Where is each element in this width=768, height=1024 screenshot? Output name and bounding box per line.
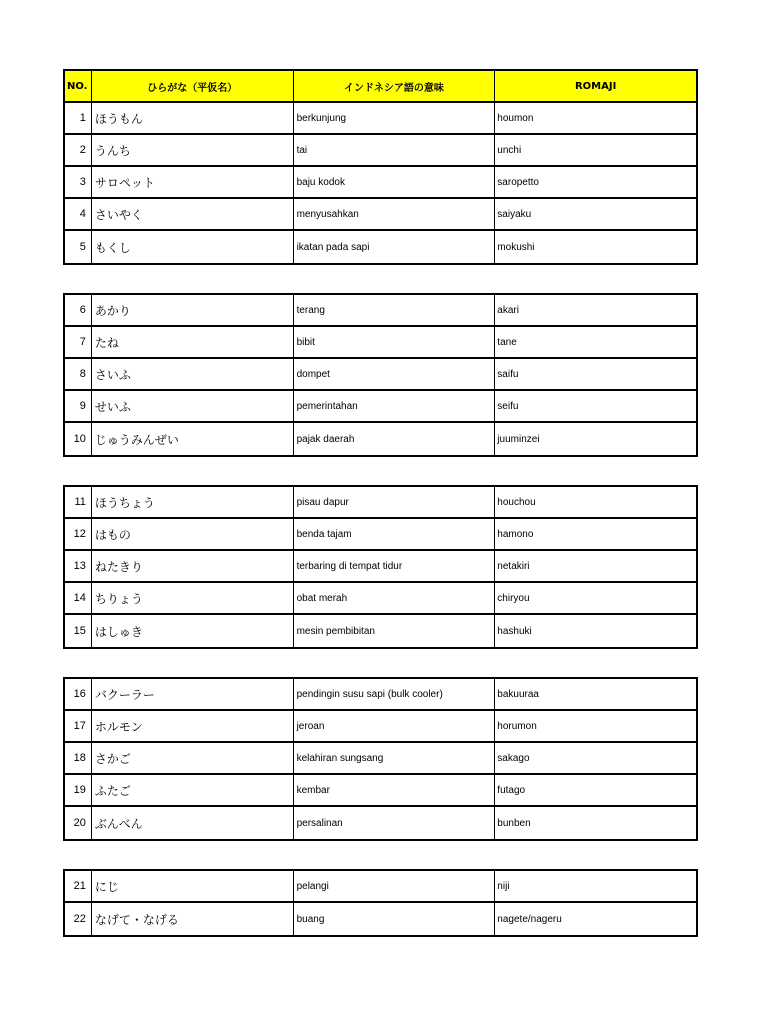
row-indonesian-meaning: benda tajam — [294, 519, 496, 549]
row-hiragana: はしゅき — [92, 615, 294, 647]
table-row — [65, 199, 696, 231]
table-row — [65, 167, 696, 199]
row-romaji: nagete/nageru — [497, 913, 562, 925]
row-hiragana: サロペット — [92, 167, 294, 197]
table-row — [65, 583, 696, 615]
table-row — [65, 551, 696, 583]
row-hiragana: ふたご — [92, 775, 294, 805]
row-number: 12 — [65, 519, 92, 549]
row-number: 8 — [65, 359, 92, 389]
row-indonesian-meaning: terbaring di tempat tidur — [294, 551, 496, 581]
row-indonesian-meaning: berkunjung — [294, 103, 496, 133]
table-row — [65, 487, 696, 519]
table-row — [65, 135, 696, 167]
row-romaji: horumon — [497, 720, 537, 732]
row-indonesian-meaning: bibit — [294, 327, 496, 357]
row-romaji: akari — [497, 304, 519, 316]
row-number: 1 — [65, 103, 92, 133]
row-indonesian-meaning: buang — [294, 903, 496, 935]
row-hiragana: せいふ — [92, 391, 294, 421]
row-number: 11 — [65, 487, 92, 517]
row-number: 20 — [65, 807, 92, 839]
table-row — [65, 519, 696, 551]
row-hiragana: ほうちょう — [92, 487, 294, 517]
table-row — [65, 327, 696, 359]
vocabulary-table-group-1 — [63, 69, 698, 265]
table-row — [65, 295, 696, 327]
row-indonesian-meaning: obat merah — [294, 583, 496, 613]
row-indonesian-meaning: dompet — [294, 359, 496, 389]
row-number: 15 — [65, 615, 92, 647]
row-hiragana: なげて・なげる — [92, 903, 294, 935]
vocabulary-table-group-5 — [63, 869, 698, 937]
row-romaji: chiryou — [497, 592, 530, 604]
row-number: 13 — [65, 551, 92, 581]
row-number: 9 — [65, 391, 92, 421]
row-hiragana: たね — [92, 327, 294, 357]
row-number: 10 — [65, 423, 92, 455]
row-number: 21 — [65, 871, 92, 901]
row-indonesian-meaning: kelahiran sungsang — [294, 743, 496, 773]
header-hiragana: ひらがな（平仮名） — [92, 71, 294, 101]
row-hiragana: うんち — [92, 135, 294, 165]
row-romaji: mokushi — [497, 241, 535, 253]
table-row — [65, 391, 696, 423]
row-number: 7 — [65, 327, 92, 357]
row-hiragana: ホルモン — [92, 711, 294, 741]
row-hiragana: はもの — [92, 519, 294, 549]
row-hiragana: ほうもん — [92, 103, 294, 133]
table-row — [65, 423, 696, 455]
row-romaji: bakuuraa — [497, 688, 539, 700]
table-row — [65, 871, 696, 903]
row-indonesian-meaning: persalinan — [294, 807, 496, 839]
row-romaji: bunben — [497, 817, 531, 829]
table-row — [65, 615, 696, 647]
row-indonesian-meaning: tai — [294, 135, 496, 165]
row-hiragana: ねたきり — [92, 551, 294, 581]
row-romaji: houmon — [497, 112, 534, 124]
vocabulary-table-group-3 — [63, 485, 698, 649]
row-hiragana: じゅうみんぜい — [92, 423, 294, 455]
row-indonesian-meaning: jeroan — [294, 711, 496, 741]
row-number: 17 — [65, 711, 92, 741]
row-indonesian-meaning: pelangi — [294, 871, 496, 901]
row-number: 19 — [65, 775, 92, 805]
row-indonesian-meaning: pendingin susu sapi (bulk cooler) — [294, 679, 496, 709]
row-hiragana: にじ — [92, 871, 294, 901]
table-row — [65, 359, 696, 391]
row-number: 5 — [65, 231, 92, 263]
row-hiragana: さいふ — [92, 359, 294, 389]
row-number: 3 — [65, 167, 92, 197]
header-indonesian-meaning: インドネシア語の意味 — [294, 71, 496, 101]
row-romaji: tane — [497, 336, 517, 348]
vocabulary-table-group-4 — [63, 677, 698, 841]
row-number: 18 — [65, 743, 92, 773]
row-number: 14 — [65, 583, 92, 613]
row-hiragana: さかご — [92, 743, 294, 773]
row-romaji: hamono — [497, 528, 534, 540]
row-number: 6 — [65, 295, 92, 325]
row-romaji: hashuki — [497, 625, 532, 637]
row-romaji: seifu — [497, 400, 519, 412]
row-number: 4 — [65, 199, 92, 229]
row-indonesian-meaning: pemerintahan — [294, 391, 496, 421]
table-row — [65, 679, 696, 711]
header-number: NO. — [65, 71, 92, 101]
row-hiragana: さいやく — [92, 199, 294, 229]
row-romaji: netakiri — [497, 560, 530, 572]
row-romaji: saropetto — [497, 176, 539, 188]
table-row — [65, 807, 696, 839]
row-hiragana: もくし — [92, 231, 294, 263]
row-romaji: saiyaku — [497, 208, 532, 220]
row-number: 22 — [65, 903, 92, 935]
header-romaji: ROMAJI — [574, 80, 617, 92]
row-indonesian-meaning: mesin pembibitan — [294, 615, 496, 647]
row-romaji: houchou — [497, 496, 536, 508]
table-row — [65, 743, 696, 775]
row-indonesian-meaning: kembar — [294, 775, 496, 805]
vocabulary-table-group-2 — [63, 293, 698, 457]
table-row — [65, 103, 696, 135]
table-row — [65, 775, 696, 807]
row-indonesian-meaning: pajak daerah — [294, 423, 496, 455]
row-romaji: sakago — [497, 752, 530, 764]
table-row — [65, 231, 696, 263]
row-indonesian-meaning: baju kodok — [294, 167, 496, 197]
table-row — [65, 711, 696, 743]
row-indonesian-meaning: menyusahkan — [294, 199, 496, 229]
row-number: 16 — [65, 679, 92, 709]
row-indonesian-meaning: pisau dapur — [294, 487, 496, 517]
row-romaji: juuminzei — [497, 433, 540, 445]
row-indonesian-meaning: ikatan pada sapi — [294, 231, 496, 263]
row-romaji: unchi — [497, 144, 522, 156]
row-number: 2 — [65, 135, 92, 165]
row-hiragana: あかり — [92, 295, 294, 325]
row-romaji: niji — [497, 880, 510, 892]
row-hiragana: バクーラー — [92, 679, 294, 709]
row-hiragana: ぶんべん — [92, 807, 294, 839]
row-romaji: saifu — [497, 368, 519, 380]
table-row — [65, 903, 696, 935]
row-romaji: futago — [497, 784, 526, 796]
row-hiragana: ちりょう — [92, 583, 294, 613]
table-header-row — [65, 71, 696, 103]
row-indonesian-meaning: terang — [294, 295, 496, 325]
